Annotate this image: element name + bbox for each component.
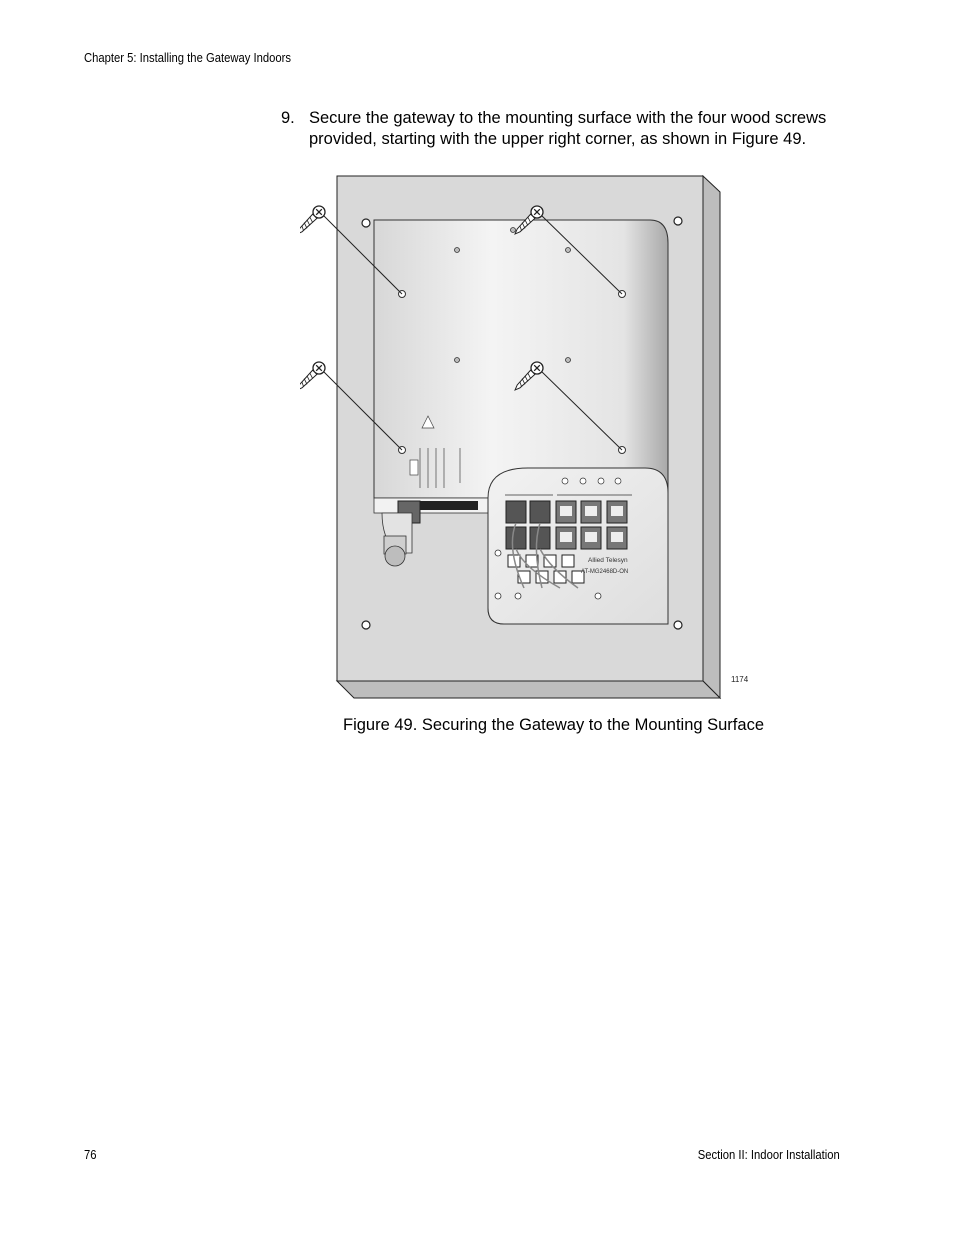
- brand-label: Allied Telesyn: [588, 557, 628, 564]
- wood-screw-upper-left: [300, 204, 327, 239]
- port-panel: [488, 468, 668, 624]
- figure-49: [300, 168, 760, 703]
- gateway-mounting-illustration: [300, 168, 760, 703]
- page-number: 76: [84, 1148, 97, 1162]
- step-text: Secure the gateway to the mounting surface with the four wood screws provided, starting with the upper right corner, as shown in Figure 49.: [309, 109, 827, 148]
- section-footer: Section II: Indoor Installation: [698, 1148, 840, 1162]
- step-number: 9.: [281, 109, 295, 127]
- figure-caption: Figure 49. Securing the Gateway to the Mounting Surface: [343, 716, 764, 734]
- running-header: Chapter 5: Installing the Gateway Indoors: [84, 51, 291, 65]
- model-label: AT-MG2468D-ON: [581, 569, 629, 575]
- cable-gland: [384, 536, 406, 566]
- figure-id-number: 1174: [731, 675, 749, 684]
- wood-screw-lower-left: [300, 360, 327, 395]
